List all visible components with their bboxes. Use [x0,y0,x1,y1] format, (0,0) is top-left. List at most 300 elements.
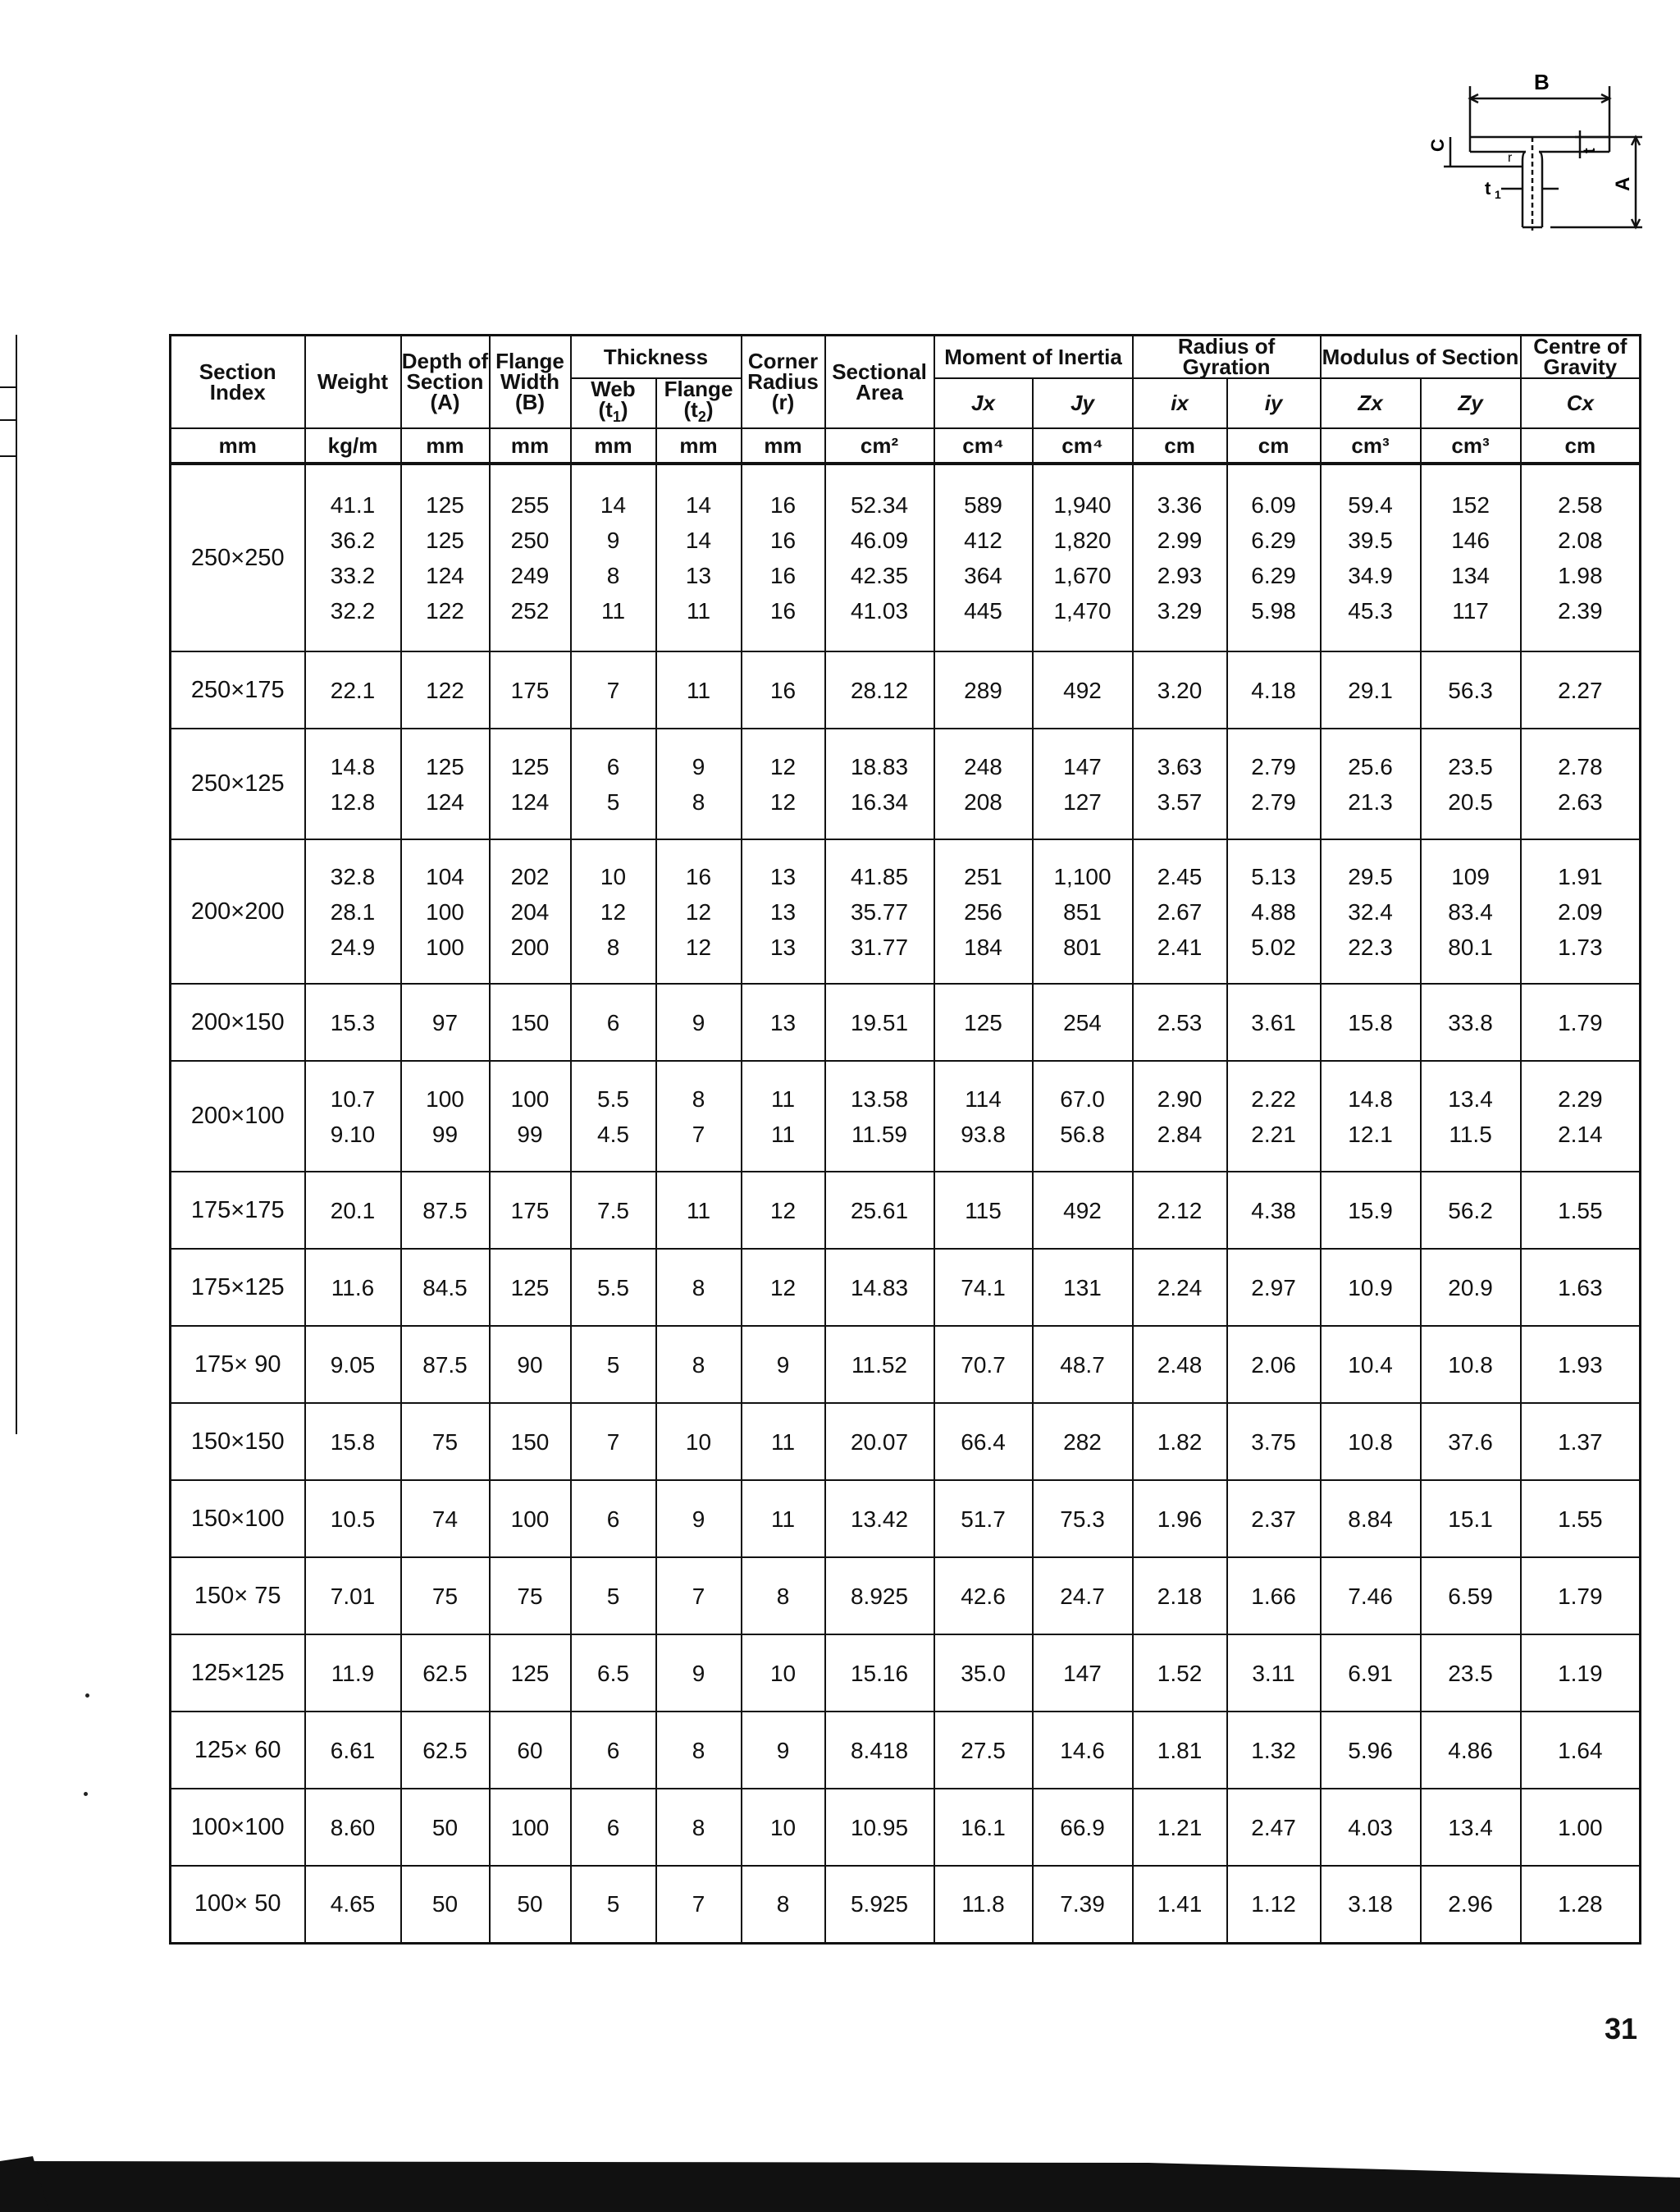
header-sectional-area: Sectional Area [825,336,934,429]
table-row [171,464,1641,651]
flange-cell [656,839,742,984]
zy-cell [1421,1557,1521,1634]
unit-cell: cm² [825,428,934,464]
table-row [171,651,1641,729]
zy-cell [1421,1403,1521,1480]
zx-value: 32.4 [1348,898,1393,925]
iy-value: 4.38 [1251,1197,1296,1223]
jy-cell [1033,984,1133,1061]
zx-cell [1321,1326,1421,1403]
unit-cell: mm [171,428,305,464]
ix-value: 3.20 [1157,677,1203,703]
iy-value: 4.88 [1251,898,1296,925]
iy-cell [1227,1061,1321,1172]
area-cell [825,1249,934,1326]
ix-value: 1.52 [1157,1660,1203,1686]
flange-value: 14 [685,528,712,554]
weight-value: 12.8 [330,788,376,815]
flange-cell [656,729,742,839]
zx-value: 10.8 [1348,1428,1393,1455]
zx-cell [1321,1403,1421,1480]
area-value: 11.59 [851,1121,908,1147]
weight-cell [305,1326,401,1403]
flange-value: 13 [685,563,712,589]
cx-cell [1521,1712,1641,1789]
radius-cell [742,1480,825,1557]
radius-cell [742,1403,825,1480]
iy-value: 2.97 [1251,1274,1296,1300]
width-value: 124 [510,788,550,815]
zx-value: 59.4 [1348,492,1393,519]
area-cell [825,1789,934,1866]
depth-value: 100 [426,898,464,925]
jx-cell [934,1866,1033,1943]
weight-cell [305,839,401,984]
ix-value: 2.99 [1157,528,1203,554]
area-cell [825,1557,934,1634]
width-cell [490,651,571,729]
dim-label-b: B [1534,70,1550,94]
jy-cell [1033,1403,1133,1480]
web-value: 5.5 [597,1085,629,1112]
width-value: 252 [510,598,550,624]
jy-value: 66.9 [1060,1814,1105,1840]
flange-cell [656,1061,742,1172]
ix-value: 2.53 [1157,1009,1203,1035]
weight-cell [305,651,401,729]
web-cell [571,1480,656,1557]
depth-cell [401,839,490,984]
weight-value: 9.10 [330,1121,376,1147]
web-value: 5 [606,1891,620,1917]
weight-value: 22.1 [330,677,376,703]
cx-value: 1.91 [1558,863,1603,889]
zy-value: 37.6 [1448,1428,1493,1455]
section-index-cell: 250×250 [171,464,305,651]
header-cx: Cx [1521,378,1641,428]
iy-cell [1227,464,1321,651]
area-cell [825,1172,934,1249]
zy-value: 56.2 [1448,1197,1493,1223]
width-cell [490,729,571,839]
depth-value: 125 [426,492,464,519]
flange-value: 8 [692,1085,705,1112]
jx-cell [934,464,1033,651]
iy-value: 3.75 [1251,1428,1296,1455]
depth-value: 124 [426,563,464,589]
area-cell [825,651,934,729]
weight-cell [305,1249,401,1326]
area-value: 42.35 [850,563,909,589]
web-cell [571,1172,656,1249]
jx-cell [934,1712,1033,1789]
depth-cell [401,1326,490,1403]
jy-cell [1033,651,1133,729]
radius-cell [742,1789,825,1866]
area-value: 8.925 [850,1583,909,1609]
ix-value: 1.96 [1157,1506,1203,1532]
zx-cell [1321,1172,1421,1249]
jy-value: 254 [1063,1009,1102,1035]
flange-cell [656,1789,742,1866]
weight-value: 7.01 [330,1583,376,1609]
zx-value: 29.1 [1348,677,1393,703]
zy-value: 10.8 [1448,1351,1493,1378]
ix-value: 3.29 [1157,598,1203,624]
page-number: 31 [1605,2012,1638,2045]
ix-value: 2.48 [1157,1351,1203,1378]
radius-cell [742,1249,825,1326]
web-cell [571,1326,656,1403]
radius-value: 12 [769,1197,797,1223]
unit-cell: mm [742,428,825,464]
flange-value: 9 [692,1660,705,1686]
zx-cell [1321,1061,1421,1172]
section-index-cell: 175×125 [171,1249,305,1326]
zy-value: 4.86 [1448,1737,1493,1763]
weight-cell [305,1789,401,1866]
jx-value: 589 [964,492,1002,519]
radius-value: 16 [769,598,797,624]
radius-cell [742,1866,825,1943]
cx-value: 1.93 [1558,1351,1603,1378]
radius-value: 10 [769,1660,797,1686]
flange-cell [656,1326,742,1403]
zy-cell [1421,1634,1521,1712]
ix-cell [1133,1557,1227,1634]
ix-cell [1133,651,1227,729]
ix-value: 2.93 [1157,563,1203,589]
ix-cell [1133,1712,1227,1789]
jy-cell [1033,839,1133,984]
iy-cell [1227,729,1321,839]
depth-value: 50 [431,1814,459,1840]
weight-cell [305,1480,401,1557]
iy-cell [1227,1326,1321,1403]
depth-cell [401,1866,490,1943]
t-section-diagram [1419,70,1649,234]
width-value: 125 [510,1274,550,1300]
iy-value: 1.66 [1251,1583,1296,1609]
jx-value: 66.4 [961,1428,1006,1455]
web-cell [571,984,656,1061]
ix-value: 1.81 [1157,1737,1203,1763]
iy-value: 2.79 [1251,788,1296,815]
web-value: 6 [606,1737,620,1763]
width-cell [490,1061,571,1172]
width-value: 200 [510,934,550,960]
depth-value: 99 [431,1121,459,1147]
section-index-cell: 175×175 [171,1172,305,1249]
weight-value: 33.2 [330,563,376,589]
depth-cell [401,1061,490,1172]
web-value: 8 [606,563,620,589]
iy-value: 6.29 [1251,563,1296,589]
flange-value: 8 [692,1274,705,1300]
ix-cell [1133,729,1227,839]
flange-value: 9 [692,1506,705,1532]
width-cell [490,1403,571,1480]
weight-value: 9.05 [330,1351,376,1378]
zx-value: 8.84 [1348,1506,1393,1532]
ix-cell [1133,1061,1227,1172]
zy-value: 23.5 [1448,753,1493,779]
cx-cell [1521,984,1641,1061]
jy-value: 1,100 [1053,863,1112,889]
flange-cell [656,1557,742,1634]
iy-cell [1227,651,1321,729]
ix-cell [1133,464,1227,651]
radius-cell [742,1326,825,1403]
jy-value: 147 [1063,1660,1102,1686]
jx-value: 256 [964,898,1002,925]
jy-value: 24.7 [1060,1583,1105,1609]
cx-cell [1521,1172,1641,1249]
depth-cell [401,1480,490,1557]
cx-cell [1521,1789,1641,1866]
area-value: 46.09 [850,528,909,554]
weight-cell [305,1061,401,1172]
width-value: 202 [510,863,550,889]
zx-cell [1321,1634,1421,1712]
header-ix: ix [1133,378,1227,428]
depth-cell [401,651,490,729]
area-value: 20.07 [850,1428,909,1455]
unit-cell: mm [490,428,571,464]
jy-value: 801 [1063,934,1102,960]
zx-cell [1321,1866,1421,1943]
weight-value: 32.8 [330,863,376,889]
jx-value: 412 [964,528,1002,554]
width-cell [490,1557,571,1634]
depth-cell [401,1557,490,1634]
header-web-label: Web [591,377,636,401]
flange-value: 7 [692,1583,705,1609]
jy-value: 56.8 [1060,1121,1105,1147]
area-value: 41.03 [850,598,909,624]
iy-value: 2.79 [1251,753,1296,779]
ix-cell [1133,984,1227,1061]
weight-value: 6.61 [330,1737,376,1763]
depth-value: 125 [426,753,464,779]
area-value: 10.95 [850,1814,909,1840]
web-cell [571,1712,656,1789]
cx-value: 1.79 [1558,1583,1603,1609]
web-value: 5.5 [597,1274,629,1300]
jx-value: 114 [965,1085,1002,1112]
weight-cell [305,1712,401,1789]
area-value: 18.83 [850,753,909,779]
depth-value: 97 [431,1009,459,1035]
weight-value: 15.8 [330,1428,376,1455]
zx-value: 4.03 [1348,1814,1393,1840]
flange-cell [656,1172,742,1249]
zy-value: 13.4 [1448,1085,1493,1112]
iy-value: 2.22 [1251,1085,1296,1112]
jx-value: 115 [965,1197,1002,1223]
ix-value: 3.57 [1157,788,1203,815]
area-value: 5.925 [850,1891,909,1917]
width-value: 100 [510,1814,550,1840]
web-value: 7 [606,1428,620,1455]
weight-cell [305,1634,401,1712]
ix-value: 2.18 [1157,1583,1203,1609]
section-index-cell: 175× 90 [171,1326,305,1403]
zx-value: 15.9 [1348,1197,1393,1223]
dim-label-c: C [1427,139,1448,152]
jx-value: 93.8 [961,1121,1006,1147]
dim-label-r: r [1508,151,1513,165]
cx-value: 2.29 [1558,1085,1603,1112]
weight-cell [305,1866,401,1943]
iy-value: 2.21 [1251,1121,1296,1147]
web-value: 5 [606,1351,620,1378]
depth-cell [401,1172,490,1249]
web-value: 6 [606,1814,620,1840]
cx-cell [1521,1634,1641,1712]
cx-value: 2.63 [1558,788,1603,815]
jx-cell [934,984,1033,1061]
width-value: 75 [517,1583,543,1609]
table-row [171,1634,1641,1712]
ix-value: 2.12 [1157,1197,1203,1223]
jx-cell [934,839,1033,984]
section-index-cell: 250×175 [171,651,305,729]
width-cell [490,1249,571,1326]
flange-cell [656,984,742,1061]
flange-value: 12 [685,934,712,960]
area-cell [825,1326,934,1403]
area-value: 8.418 [850,1737,909,1763]
iy-value: 2.06 [1251,1351,1296,1378]
web-value: 7 [606,677,620,703]
units-row [171,428,1641,464]
width-value: 249 [510,563,550,589]
flange-cell [656,1249,742,1326]
width-value: 60 [517,1737,543,1763]
area-value: 14.83 [850,1274,909,1300]
flange-value: 8 [692,788,705,815]
radius-cell [742,651,825,729]
radius-value: 13 [769,863,797,889]
iy-value: 5.13 [1251,863,1296,889]
header-web-sub: 1 [612,409,621,426]
unit-cell: cm [1521,428,1641,464]
depth-value: 100 [426,934,464,960]
cx-cell [1521,1480,1641,1557]
area-value: 16.34 [850,788,909,815]
cx-value: 2.27 [1558,677,1603,703]
table-row [171,1557,1641,1634]
iy-cell [1227,1712,1321,1789]
jx-value: 125 [964,1009,1002,1035]
jy-value: 492 [1063,677,1102,703]
dim-label-t2: t [1581,148,1599,153]
area-cell [825,1403,934,1480]
zy-value: 83.4 [1448,898,1493,925]
zy-value: 2.96 [1448,1891,1493,1917]
ix-value: 2.41 [1157,934,1203,960]
web-cell [571,839,656,984]
cx-cell [1521,1866,1641,1943]
width-cell [490,1172,571,1249]
table-row [171,1480,1641,1557]
table-row [171,729,1641,839]
width-cell [490,464,571,651]
zy-value: 56.3 [1448,677,1493,703]
ix-value: 1.21 [1157,1814,1203,1840]
radius-value: 16 [769,677,797,703]
header-weight: Weight [305,336,401,429]
flange-value: 9 [692,753,705,779]
jx-value: 42.6 [961,1583,1006,1609]
radius-cell [742,984,825,1061]
weight-cell [305,1557,401,1634]
jy-value: 131 [1063,1274,1102,1300]
zy-cell [1421,1061,1521,1172]
unit-cell: cm [1227,428,1321,464]
iy-cell [1227,1634,1321,1712]
flange-value: 11 [686,598,711,624]
table-row [171,1061,1641,1172]
section-index-cell: 125× 60 [171,1712,305,1789]
iy-value: 2.37 [1251,1506,1296,1532]
iy-cell [1227,984,1321,1061]
ix-cell [1133,1866,1227,1943]
section-properties-table-wrap [169,334,1639,1945]
ix-value: 2.24 [1157,1274,1203,1300]
cx-cell [1521,1249,1641,1326]
zx-cell [1321,839,1421,984]
section-index-cell: 100× 50 [171,1866,305,1943]
depth-cell [401,1712,490,1789]
area-value: 25.61 [850,1197,909,1223]
zy-cell [1421,1866,1521,1943]
jy-value: 147 [1063,753,1102,779]
zy-cell [1421,464,1521,651]
web-value: 5 [606,788,620,815]
header-web-sym: (t [598,397,613,422]
zx-value: 39.5 [1348,528,1393,554]
width-value: 100 [510,1085,550,1112]
width-cell [490,839,571,984]
header-zy: Zy [1421,378,1521,428]
radius-value: 16 [769,563,797,589]
zx-value: 7.46 [1348,1583,1393,1609]
zx-value: 15.8 [1348,1009,1393,1035]
jx-cell [934,729,1033,839]
ix-value: 1.82 [1157,1428,1203,1455]
radius-value: 9 [776,1351,790,1378]
radius-value: 8 [776,1891,790,1917]
zy-value: 23.5 [1448,1660,1493,1686]
zy-cell [1421,839,1521,984]
area-cell [825,1634,934,1712]
depth-cell [401,464,490,651]
ix-cell [1133,1403,1227,1480]
area-value: 41.85 [850,863,909,889]
zy-cell [1421,651,1521,729]
zx-value: 6.91 [1348,1660,1393,1686]
flange-value: 11 [686,677,711,703]
ix-value: 1.41 [1157,1891,1203,1917]
weight-value: 10.7 [330,1085,376,1112]
web-value: 12 [600,898,627,925]
depth-value: 87.5 [422,1351,468,1378]
jx-cell [934,1403,1033,1480]
radius-value: 13 [769,898,797,925]
zx-value: 12.1 [1348,1121,1393,1147]
